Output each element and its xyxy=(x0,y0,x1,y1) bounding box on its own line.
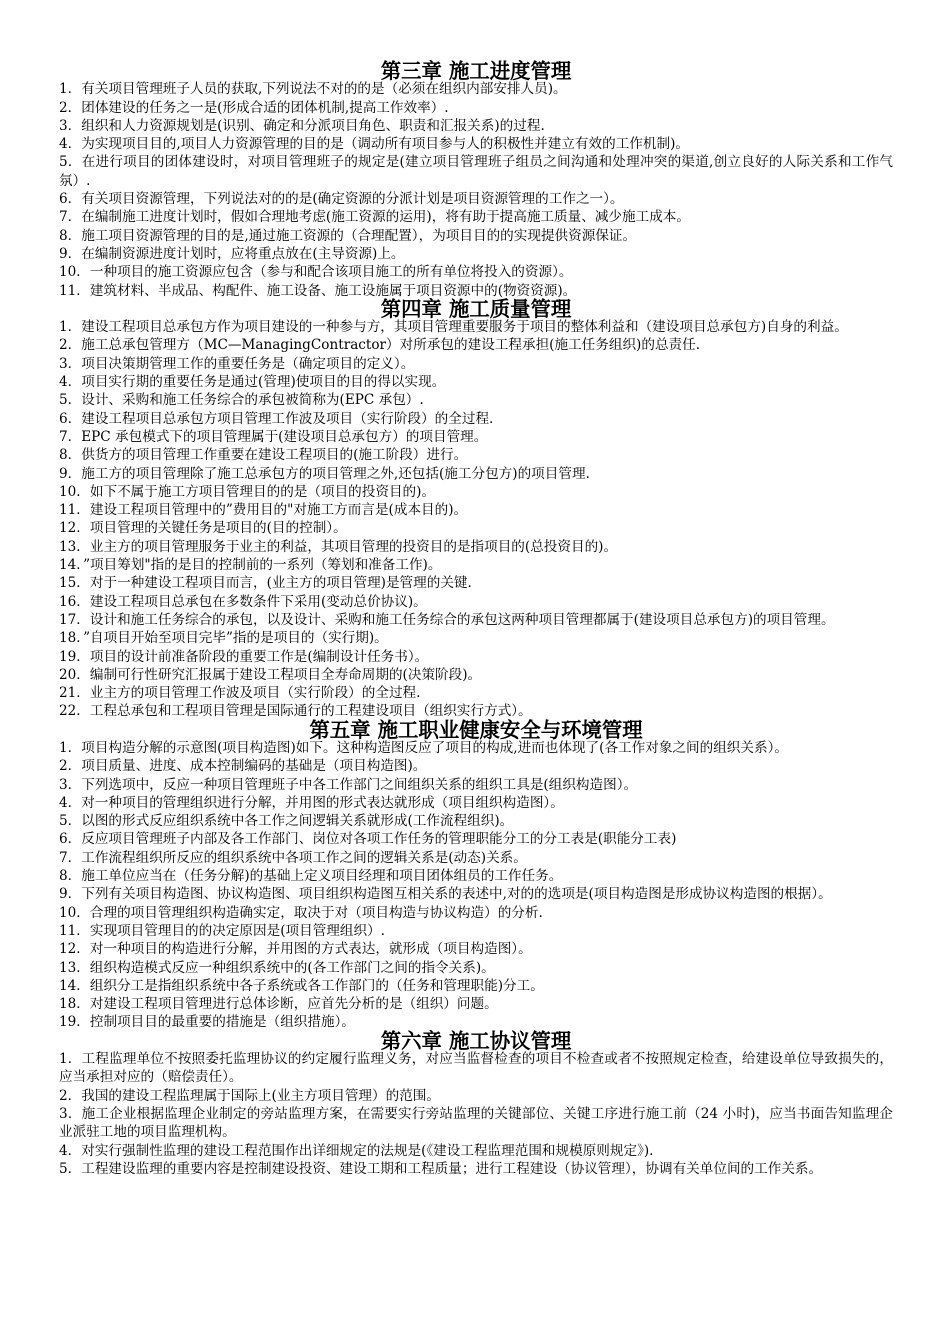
chapter-title: 第四章 施工质量管理 xyxy=(380,296,572,321)
list-item: 18．”自项目开始至项目完毕”指的是项目的（实行期)。 xyxy=(59,630,388,647)
list-item: 9．在编制资源进度计划时，应将重点放在(主导资源)上。 xyxy=(59,245,405,262)
list-item: 6．反应项目管理班子内部及各工作部门、岗位对各项工作任务的管理职能分工的分工表是(职能分工表) xyxy=(59,831,677,848)
list-item: 13．业主方的项目管理服务于业主的利益，其项目管理的投资目的是指项目的(总投资目的)。 xyxy=(59,538,618,555)
document-page xyxy=(59,59,893,1178)
list-item: 6．建设工程项目总承包方项目管理工作波及项目（实行阶段）的全过程. xyxy=(59,410,494,427)
list-item: 10．合理的项目管理组织构造确实定，取决于对（项目构造与协议构造）的分析. xyxy=(59,904,543,921)
list-item: 15．对于一种建设工程项目而言，(业主方的项目管理)是管理的关键. xyxy=(59,575,472,592)
list-item: 5．工程建设监理的重要内容是控制建设投资、建设工期和工程质量；进行工程建设（协议管理），协调有关单位间的工作关系。 xyxy=(59,1160,823,1177)
list-item: 17．设计和施工任务综合的承包，以及设计、采购和施工任务综合的承包这两种项目管理都属于(建设项目总承包方)的项目管理。 xyxy=(59,611,835,628)
list-item: 4．对一种项目的管理组织进行分解，并用图的形式表达就形成（项目组织构造图）。 xyxy=(59,794,564,811)
chapter-4 xyxy=(59,296,893,721)
list-item: 5．设计、采购和施工任务综合的承包被简称为(EPC 承包）. xyxy=(59,392,424,409)
list-item: 3．下列选项中，反应一种项目管理班子中各工作部门之间组织关系的组织工具是(组织构造图）。 xyxy=(59,776,638,793)
chapter-5 xyxy=(59,717,893,1032)
list-item: 2．项目质量、进度、成本控制编码的基础是（项目构造图)。 xyxy=(59,758,427,775)
list-item: 3．项目决策期管理工作的重要任务是（确定项目的定义）。 xyxy=(59,355,415,372)
list-item: 22．工程总承包和工程项目管理是国际通行的工程建设项目（组织实行方式）。 xyxy=(59,703,532,720)
list-item: 18．对建设工程项目管理进行总体诊断，应首先分析的是（组织）问题。 xyxy=(59,996,498,1013)
list-item: 11．实现项目管理目的的决定原因是(项目管理组织）. xyxy=(59,922,385,939)
list-item: 4．为实现项目目的,项目人力资源管理的目的是（调动所有项目参与人的积极性并建立有效的工作机制)。 xyxy=(59,136,689,153)
list-item: 3．施工企业根据监理企业制定的旁站监理方案，在需要实行旁站监理的关键部位、关键工序进行施工前（24 小时)，应当书面告知监理企业派驻工地的项目监理机构。 xyxy=(59,1105,893,1141)
list-item: 12．对一种项目的构造进行分解，并用图的方式表达，就形成（项目构造图）。 xyxy=(59,941,532,958)
list-item: 9．施工方的项目管理除了施工总承包方的项目管理之外,还包括(施工分包方)的项目管理. xyxy=(59,465,590,482)
chapter-6 xyxy=(59,1028,893,1178)
chapter-title: 第三章 施工进度管理 xyxy=(380,59,572,83)
list-item: 5．在进行项目的团体建设时，对项目管理班子的规定是(建立项目管理班子组员之间沟通和处理冲突的渠道,创立良好的人际关系和工作气氛）. xyxy=(59,154,893,189)
list-item: 13．组织构造模式反应一种组织系统中的(各工作部门之间的指令关系)。 xyxy=(59,959,495,976)
list-item: 1．工程监理单位不按照委托监理协议的约定履行监理义务，对应当监督检查的项目不检查或者不按照规定检查，给建设单位导致损失的，应当承担对应的（赔偿责任）。 xyxy=(59,1051,893,1086)
list-item: 19．项目的设计前准备阶段的重要工作是(编制设计任务书）。 xyxy=(59,648,429,665)
chapter-3 xyxy=(59,59,893,300)
list-item: 4．对实行强制性监理的建设工程范围作出详细规定的法规是(《建设工程监理范围和规模原则规定》). xyxy=(59,1142,654,1159)
list-item: 1．项目构造分解的示意图(项目构造图)如下。这种构造图反应了项目的构成,进而也体现了(各工作对象之间的组织关系）。 xyxy=(59,739,788,756)
list-item: 11．建设工程项目管理中的”费用目的"对施工方而言是(成本目的)。 xyxy=(59,502,468,519)
list-item: 1．建设工程项目总承包方作为项目建设的一种参与方，其项目管理重要服务于项目的整体利益和（建设项目总承包方)自身的利益。 xyxy=(59,319,848,336)
list-item: 10．如下不属于施工方项目管理目的的是（项目的投资目的)。 xyxy=(59,483,436,500)
list-item: 5．以图的形式反应组织系统中各工作之间逻辑关系就形成(工作流程组织)。 xyxy=(59,813,514,830)
list-item: 19．控制项目目的最重要的措施是（组织措施）。 xyxy=(59,1014,355,1031)
list-item: 16．建设工程项目总承包在多数条件下采用(变动总价协议)。 xyxy=(59,593,427,610)
list-item: 2．施工总承包管理方（MC—ManagingContractor）对所承包的建设工程承担(施工任务组织)的总责任. xyxy=(59,337,701,354)
list-item: 3．组织和人力资源规划是(识别、确定和分派项目角色、职责和汇报关系)的过程. xyxy=(59,117,545,134)
list-item: 10．一种项目的施工资源应包含（参与和配合该项目施工的所有单位将投入的资源）。 xyxy=(59,264,573,281)
list-item: 11．建筑材料、半成品、构配件、施工设备、施工设施属于项目资源中的(物资资源)。 xyxy=(59,282,577,299)
list-item: 4．项目实行期的重要任务是通过(管理)使项目的目的得以实现。 xyxy=(59,374,446,391)
list-item: 7．工作流程组织所反应的组织系统中各项工作之间的逻辑关系是(动态)关系。 xyxy=(59,849,527,866)
list-item: 8．施工单位应当在（任务分解)的基础上定义项目经理和项目团体组员的工作任务。 xyxy=(59,868,563,885)
list-item: 1．有关项目管理班子人员的获取,下列说法不对的的是（必须在组织内部安排人员)。 xyxy=(59,81,567,98)
list-item: 12．项目管理的关键任务是项目的(目的控制）。 xyxy=(59,520,347,537)
list-item: 7．在编制施工进度计划时，假如合理地考虑(施工资源的运用)，将有助于提高施工质量、减少施工成本。 xyxy=(59,209,690,226)
list-item: 8．供货方的项目管理工作重要在建设工程项目的(施工阶段）进行。 xyxy=(59,447,468,464)
list-item: 6．有关项目资源管理，下列说法对的的是(确定资源的分派计划是项目资源管理的工作之一）。 xyxy=(59,191,624,208)
list-item: 8．施工项目资源管理的目的是,通过施工资源的（合理配置），为项目目的的实现提供资源保证。 xyxy=(59,227,637,244)
list-item: 2．团体建设的任务之一是(形成合适的团体机制,提高工作效率）. xyxy=(59,99,449,116)
list-item: 14．”项目筹划"指的是目的控制前的一系列（筹划和准备工作)。 xyxy=(59,557,442,574)
list-item: 21．业主方的项目管理工作波及项目（实行阶段）的全过程. xyxy=(59,685,421,702)
list-item: 7．EPC 承包模式下的项目管理属于(建设项目总承包方）的项目管理。 xyxy=(59,428,488,445)
list-item: 2．我国的建设工程监理属于国际上(业主方项目管理）的范围。 xyxy=(59,1087,440,1104)
list-item: 20．编制可行性研究汇报属于建设工程项目全寿命周期的(决策阶段)。 xyxy=(59,666,482,683)
chapter-title: 第五章 施工职业健康安全与环境管理 xyxy=(309,717,643,742)
list-item: 9．下列有关项目构造图、协议构造图、项目组织构造图互相关系的表述中,对的的选项是(项目构造图是形成协议构造图的根据）。 xyxy=(59,886,832,903)
list-item: 14．组织分工是指组织系统中各子系统或各工作部门的（任务和管理职能)分工。 xyxy=(59,977,544,994)
chapter-title: 第六章 施工协议管理 xyxy=(380,1028,572,1053)
